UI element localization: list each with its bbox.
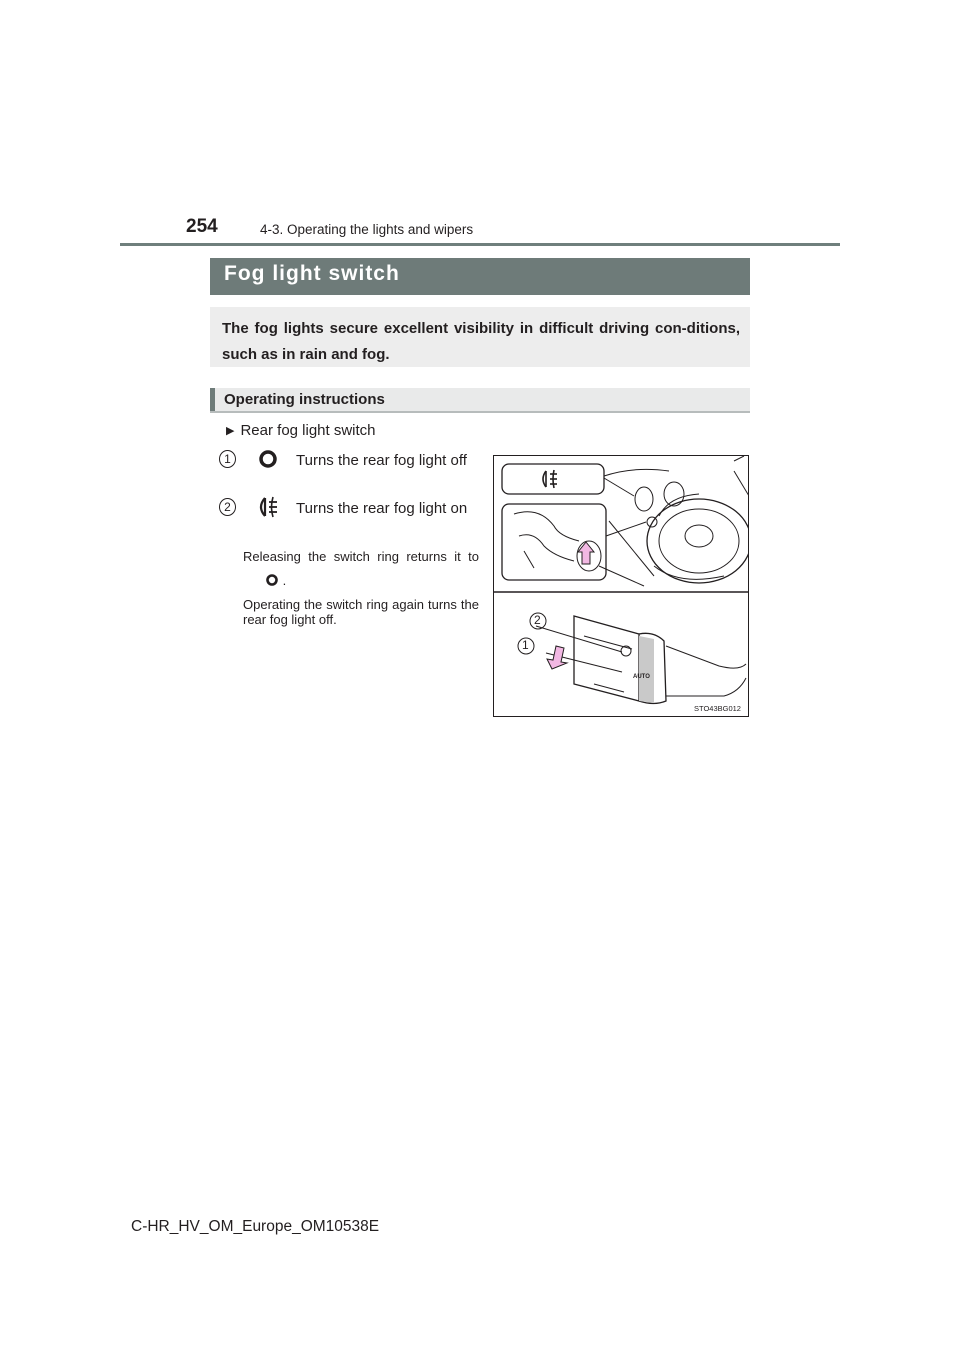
header-rule xyxy=(120,243,840,246)
subheading-bar xyxy=(210,388,750,413)
note-1-text: Releasing the switch ring returns it to xyxy=(243,549,479,564)
page-number: 254 xyxy=(186,216,218,237)
note-2: Operating the switch ring again turns the rear fog light off. xyxy=(243,597,479,627)
callout-1: 1 xyxy=(522,638,529,652)
intro-text: The fog lights secure excellent visibility in difficult driving con-ditions, such as in rain and fog. xyxy=(222,320,740,363)
subheading: Operating instructions xyxy=(224,391,385,408)
switch-illustration xyxy=(493,455,749,717)
item-1-text: Turns the rear fog light off xyxy=(296,452,467,469)
triangle-bullet-icon: ▶ xyxy=(226,425,235,437)
auto-label: AUTO xyxy=(633,674,650,680)
rear-fog-light-icon xyxy=(255,494,281,520)
subheading-stripe xyxy=(210,388,215,413)
note-1-period: . xyxy=(282,573,287,588)
bullet-text: Rear fog light switch xyxy=(240,422,376,439)
fog-off-icon xyxy=(257,448,279,470)
fog-off-icon xyxy=(265,573,279,587)
step-number-2: 2 xyxy=(219,498,236,516)
footer-doc-id: C-HR_HV_OM_Europe_OM10538E xyxy=(131,1218,380,1235)
title-bar xyxy=(210,258,750,295)
note-1 xyxy=(243,549,479,564)
intro-box xyxy=(210,307,750,367)
callout-2: 2 xyxy=(534,613,541,627)
rear-fog-light-icon xyxy=(543,470,557,488)
figure-code: STO43BG012 xyxy=(694,704,741,713)
note-1-end xyxy=(243,573,286,588)
subheading-rule xyxy=(210,411,750,413)
bullet-item xyxy=(226,422,376,439)
step-number-1: 1 xyxy=(219,450,236,468)
page-title: Fog light switch xyxy=(224,262,400,285)
illustration-drawing xyxy=(494,456,749,717)
section-title: 4-3. Operating the lights and wipers xyxy=(260,222,474,237)
item-2-text: Turns the rear fog light on xyxy=(296,500,468,517)
